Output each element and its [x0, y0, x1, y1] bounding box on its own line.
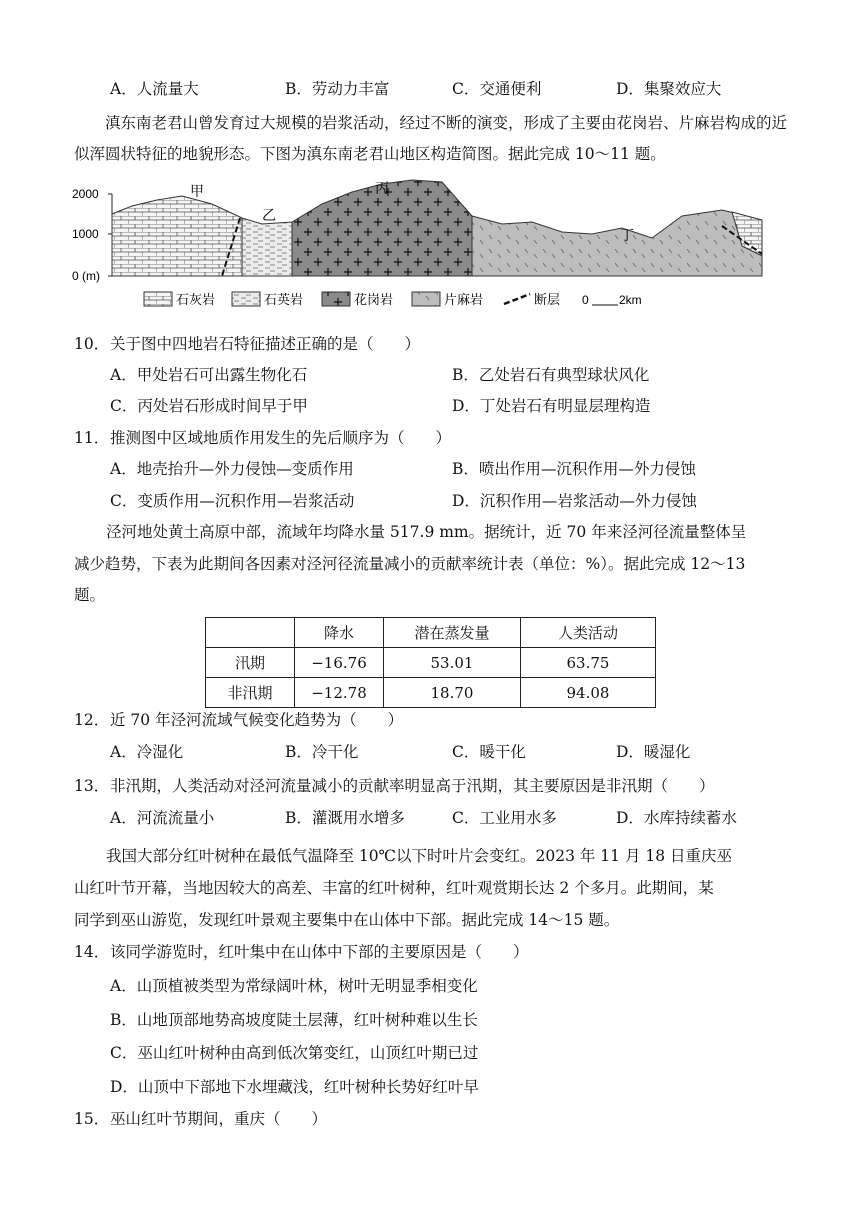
legend-limestone-swatch	[144, 292, 172, 306]
q12-option-c: C．暖干化	[452, 743, 526, 761]
q15-stem-text: 巫山红叶节期间，重庆（ ）	[110, 1110, 328, 1128]
table-cell: 53.01	[384, 648, 521, 678]
legend-quartzite-swatch	[232, 292, 260, 306]
scale-zero: 0	[582, 293, 589, 307]
passage-jinghe-line1: 泾河地处黄土高原中部，流域年均降水量 517.9 mm。据统计，近 70 年来泾河径流量整体呈	[106, 523, 747, 541]
q13-number: 13．	[74, 777, 110, 795]
q9-option-b: B．劳动力丰富	[285, 80, 390, 98]
q11-option-c: C．变质作用—沉积作用—岩浆活动	[110, 492, 355, 510]
q13-option-d: D．水库持续蓄水	[616, 809, 737, 827]
q10-stem	[74, 333, 420, 355]
table-cell: 非汛期	[206, 678, 295, 708]
q14-stem-text: 该同学游览时，红叶集中在山体中下部的主要原因是（ ）	[110, 943, 529, 961]
q11-option-d: D．沉积作用—岩浆活动—外力侵蚀	[452, 492, 697, 510]
scale-end: 2km	[619, 293, 642, 307]
table-row	[206, 648, 656, 678]
passage-jinghe-line3: 题。	[74, 586, 106, 604]
q14-option-d: D．山顶中下部地下水埋藏浅，红叶树种长势好红叶早	[110, 1078, 479, 1096]
q11-stem	[74, 427, 451, 449]
table-header-cell: 人类活动	[521, 618, 656, 648]
passage-jinghe-line2: 减少趋势，下表为此期间各因素对泾河径流量减小的贡献率统计表（单位：%）。据此完成 12～13	[74, 555, 746, 573]
q15-number: 15．	[74, 1110, 110, 1128]
q15-stem	[74, 1108, 327, 1130]
table-cell: 94.08	[521, 678, 656, 708]
geologic-cross-section	[72, 176, 792, 316]
table-header-row	[206, 618, 656, 648]
passage-wushan-line3: 同学到巫山游览，发现红叶景观主要集中在山体中下部。据此完成 14～15 题。	[74, 911, 620, 929]
q12-number: 12．	[74, 711, 110, 729]
q14-option-a: A．山顶植被类型为常绿阔叶林，树叶无明显季相变化	[110, 977, 478, 995]
q12-option-a: A．冷湿化	[110, 743, 184, 761]
q11-number: 11．	[74, 429, 110, 447]
q13-option-b: B．灌溉用水增多	[285, 809, 405, 827]
legend-fault: 断层	[534, 293, 561, 308]
legend-gneiss: 片麻岩	[444, 293, 484, 308]
q14-number: 14．	[74, 943, 110, 961]
passage-laojunshan: 滇东南老君山曾发育过大规模的岩浆活动，经过不断的演变，形成了主要由花岗岩、片麻岩构成的近似浑圆状特征的地貌形态。下图为滇东南老君山地区构造简图。据此完成 10～11 题。	[74, 114, 788, 163]
q10-stem-text: 关于图中四地岩石特征描述正确的是（ ）	[110, 335, 421, 353]
q9-option-a: A．人流量大	[110, 80, 199, 98]
q14-option-b: B．山地顶部地势高坡度陡土层薄，红叶树种难以生长	[110, 1011, 478, 1029]
legend-granite-swatch	[322, 292, 350, 306]
q13-option-a: A．河流流量小	[110, 809, 215, 827]
table-header-cell: 潜在蒸发量	[384, 618, 521, 648]
legend-limestone: 石灰岩	[176, 293, 216, 308]
q13-stem-text: 非汛期，人类活动对泾河流量减小的贡献率明显高于汛期，其主要原因是非汛期（ ）	[110, 777, 715, 795]
ytick-2000: 2000	[72, 187, 99, 201]
table-cell: 63.75	[521, 648, 656, 678]
q12-stem	[74, 709, 403, 731]
table-header-cell	[206, 618, 295, 648]
passage-wushan-line1: 我国大部分红叶树种在最低气温降至 10℃以下时叶片会变红。2023 年 11 月 18 日重庆巫	[106, 847, 733, 865]
table-cell: −12.78	[295, 678, 384, 708]
q12-stem-text: 近 70 年泾河流域气候变化趋势为（ ）	[110, 711, 404, 729]
q14-option-c: C．巫山红叶树种由高到低次第变红，山顶红叶期已过	[110, 1044, 479, 1062]
table-cell: −16.76	[295, 648, 384, 678]
q10-option-b: B．乙处岩石有典型球状风化	[452, 366, 650, 384]
ytick-0: 0 (m)	[72, 269, 100, 283]
q12-option-b: B．冷干化	[285, 743, 359, 761]
q14-stem	[74, 941, 529, 963]
q11-stem-text: 推测图中区域地质作用发生的先后顺序为（ ）	[110, 429, 452, 447]
site-label-yi: 乙	[262, 208, 276, 224]
site-label-jia: 甲	[190, 184, 204, 200]
q10-option-d: D．丁处岩石有明显层理构造	[452, 397, 651, 415]
legend-fault-swatch	[504, 294, 530, 304]
q13-stem	[74, 775, 715, 797]
q9-option-d: D．集聚效应大	[616, 80, 722, 98]
legend-quartzite: 石英岩	[264, 293, 304, 308]
q10-option-a: A．甲处岩石可出露生物化石	[110, 366, 308, 384]
q12-option-d: D．暖湿化	[616, 743, 691, 761]
legend-granite: 花岗岩	[354, 293, 394, 308]
q10-option-c: C．丙处岩石形成时间早于甲	[110, 397, 308, 415]
q11-option-b: B．喷出作用—沉积作用—外力侵蚀	[452, 460, 696, 478]
q11-option-a: A．地壳抬升—外力侵蚀—变质作用	[110, 460, 354, 478]
legend-gneiss-swatch	[412, 292, 440, 306]
table-cell: 18.70	[384, 678, 521, 708]
table-header-cell: 降水	[295, 618, 384, 648]
site-label-ding: 丁	[620, 228, 634, 244]
site-label-bing: 丙	[375, 181, 389, 197]
contribution-table	[205, 617, 656, 708]
ytick-1000: 1000	[72, 227, 99, 241]
table-row	[206, 678, 656, 708]
q13-option-c: C．工业用水多	[452, 809, 557, 827]
passage-wushan-line2: 山红叶节开幕，当地因较大的高差、丰富的红叶树种，红叶观赏期长达 2 个多月。此期间，某	[74, 879, 714, 897]
table-cell: 汛期	[206, 648, 295, 678]
q9-option-c: C．交通便利	[452, 80, 542, 98]
q10-number: 10．	[74, 335, 110, 353]
